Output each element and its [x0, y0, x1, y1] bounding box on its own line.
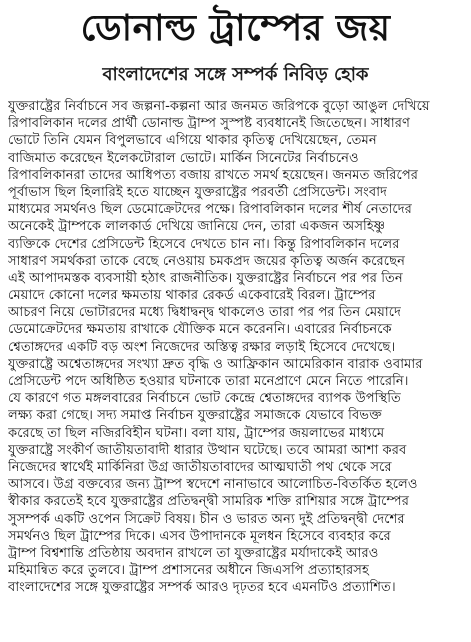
- body-line: আচরণ নিয়ে ভোটারদের মধ্যে দ্বিধাদ্বন্দ্ব থাকলেও তারা পর পর তিন মেয়াদে: [8, 305, 401, 321]
- body-line: সমর্থনও ছিল ট্রাম্পের দিকে। এসব উপাদানকে মূলধন হিসেবে ব্যবহার করে: [8, 528, 391, 544]
- body-line: ডেমোক্রেটদের ক্ষমতায় রাখাকে যৌক্তিক মনে করেননি। এবারের নির্বাচনকে: [8, 322, 392, 338]
- subheadline: বাংলাদেশের সঙ্গে সম্পর্ক নিবিড় হোক: [102, 64, 369, 85]
- body-line: নিজেদের স্বার্থেই মার্কিনিরা উগ্র জাতীয়তাবাদের আত্মঘাতী পথ থেকে সরে: [8, 459, 392, 475]
- body-line: যে কারণে গত মঙ্গলবারের নির্বাচনে ভোট কেন্দ্রে শ্বেতাঙ্গদের ব্যাপক উপস্থিতি: [8, 391, 401, 407]
- body-line: ভোটে তিনি যেমন বিপুলভাবে এগিয়ে থাকার কৃতিত্ব দেখিয়েছেন, তেমন: [8, 133, 377, 149]
- body-line: পূর্বাভাস ছিল হিলারিই হতে যাচ্ছেন যুক্তরাষ্ট্রের পরবর্তী প্রেসিডেন্ট। সংবাদ: [8, 184, 387, 200]
- body-line: মাধ্যমের সমর্থনও ছিল ডেমোক্রেটদের পক্ষে। রিপাবলিকান দলের শীর্ষ নেতাদের: [8, 202, 412, 218]
- body-line: মেয়াদে কোনো দলের ক্ষমতায় থাকার রেকর্ড একেবারেই বিরল। ট্রাম্পের: [8, 288, 376, 304]
- body-line: ট্রাম্প বিশ্বশান্তি প্রতিষ্ঠায় অবদান রাখলে তা যুক্তরাষ্ট্রের মর্যাদাকেই আরও: [8, 545, 379, 561]
- body-line: সুসম্পর্ক একটি ওপেন সিক্রেট বিষয়। চীন ও ভারত অন্য দুই প্রতিদ্বন্দ্বী দেশের: [8, 511, 405, 527]
- body-line: বাজিমাত করেছেন ইলেকটোরাল ভোটে। মার্কিন সিনেটের নির্বাচনেও: [8, 150, 359, 166]
- body-line: অনেকেই ট্রাম্পকে লালকার্ড দেখিয়ে জানিয়ে দেন, তারা একজন অসহিষ্ণু: [8, 219, 386, 235]
- body-line: সাধারণ সমর্থকরা তাকে বেছে নেওয়ায় চমকপ্রদ জয়ের কৃতিত্ব অর্জন করেছেন: [8, 253, 405, 269]
- body-line: লক্ষ্য করা গেছে। সদ্য সমাপ্ত নির্বাচন যুক্তরাষ্ট্রের সমাজকে যেভাবে বিভক্ত: [8, 408, 382, 424]
- body-line: ব্যক্তিকে দেশের প্রেসিডেন্ট হিসেবে দেখতে চান না। কিন্তু রিপাবলিকান দলের: [8, 236, 400, 252]
- article-body: [8, 98, 464, 638]
- body-line: শ্বেতাঙ্গদের একটি বড় অংশ নিজেদের অস্তিত্ব রক্ষার লড়াই হিসেবে দেখেছে।: [8, 339, 396, 355]
- headline: ডোনাল্ড ট্রাম্পের জয়: [80, 8, 391, 49]
- body-line: মহিমান্বিত করে তুলবে। ট্রাম্প প্রশাসনের অধীনে জিএসপি প্রত্যাহারসহ: [8, 563, 369, 579]
- body-line: স্বীকার করতেই হবে যুক্তরাষ্ট্রের প্রতিদ্বন্দ্বী সামরিক শক্তি রাশিয়ার সঙ্গে ট্রাম্পের: [8, 494, 409, 510]
- body-line: যুক্তরাষ্ট্রের নির্বাচনে সব জল্পনা-কল্পনা আর জনমত জরিপকে বুড়ো আঙুল দেখিয়ে: [8, 99, 430, 114]
- body-line: আসবে। উগ্র বক্তব্যের জন্য ট্রাম্প স্বদেশে নানাভাবে আলোচিত-বিতর্কিত হলেও: [8, 477, 418, 493]
- body-line: এই আপাদমস্তক ব্যবসায়ী হঠাৎ রাজনীতিক। যুক্তরাষ্ট্রের নির্বাচনে পর পর তিন: [8, 270, 403, 286]
- body-line: রিপাবলিকান দলের প্রার্থী ডোনাল্ড ট্রাম্প সুস্পষ্ট ব্যবধানেই জিতেছেন। সাধারণ: [8, 116, 410, 132]
- body-line: যুক্তরাষ্ট্রে অশ্বেতাঙ্গদের সংখ্যা দ্রুত বৃদ্ধি ও আফ্রিকান আমেরিকান বারাক ওবামার: [8, 356, 423, 372]
- body-line: যুক্তরাষ্ট্রে সংকীর্ণ জাতীয়তাবাদী ধারার উত্থান ঘটেছে। তবে আমরা আশা করব: [8, 442, 407, 458]
- body-line: করেছে তা ছিল নজিরবিহীন ঘটনা। বলা যায়, ট্রাম্পের জয়লাভের মাধ্যমে: [8, 425, 385, 441]
- body-line: বাংলাদেশের সঙ্গে যুক্তরাষ্ট্রের সম্পর্ক আরও দৃঢ়তর হবে এমনটিও প্রত্যাশিত।: [8, 580, 396, 596]
- body-line: রিপাবলিকানরা তাদের আধিপত্য বজায় রাখতে সমর্থ হয়েছেন। জনমত জরিপের: [8, 167, 419, 183]
- body-line: প্রেসিডেন্ট পদে অধিষ্ঠিত হওয়ার ঘটনাকে তারা মনেপ্রাণে মেনে নিতে পারেনি।: [8, 374, 409, 389]
